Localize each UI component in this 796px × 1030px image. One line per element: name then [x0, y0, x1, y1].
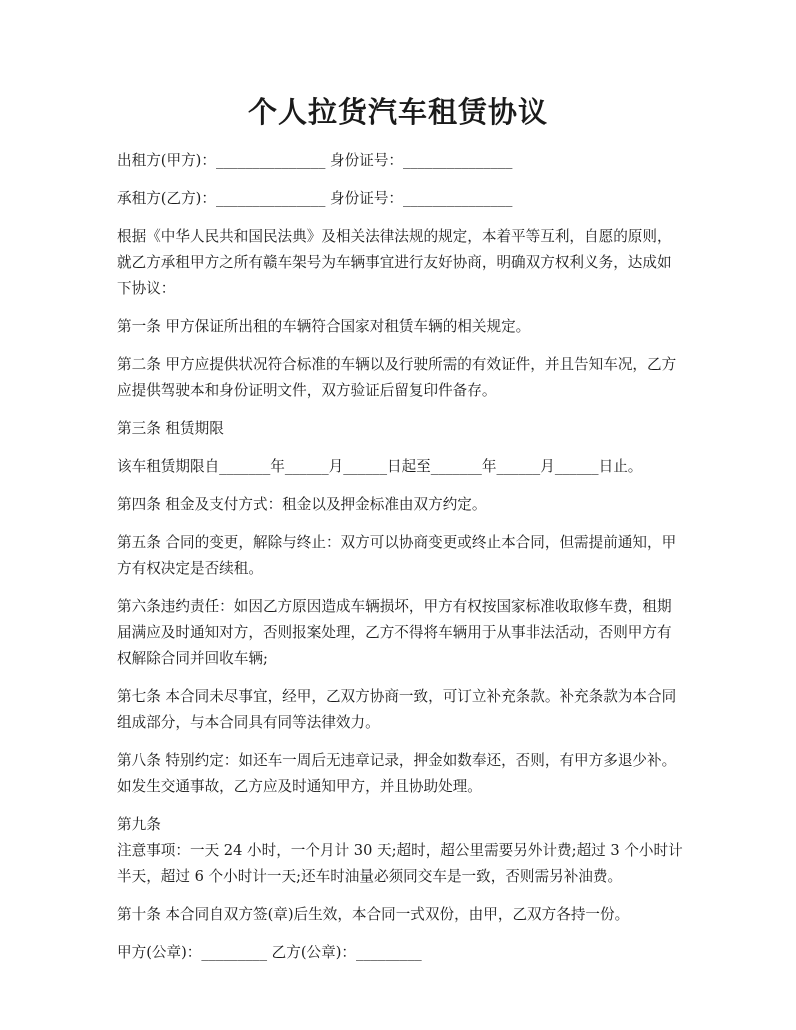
article-3-body: 该车租赁期限自_______年______月______日起至_______年______月______日止。 — [117, 458, 643, 475]
lessee-line: 承租方(乙方)：_______________ 身份证号：_______________ — [117, 190, 513, 207]
article-6: 第六条违约责任：如因乙方原因造成车辆损坏，甲方有权按国家标准收取修车费，租期届满应及时通知对方，否则报案处理，乙方不得将车辆用于从事非法活动，否则甲方有权解除合同并回收车辆; — [117, 598, 672, 667]
signature-line: 甲方(公章)：_________ 乙方(公章)：_________ — [117, 944, 422, 961]
article-5: 第五条 合同的变更，解除与终止：双方可以协商变更或终止本合同，但需提前通知，甲方有权决定是否续租。 — [117, 534, 677, 577]
article-8: 第八条 特别约定：如还车一周后无违章记录，押金如数奉还，否则，有甲方多退少补。如发生交通事故，乙方应及时通知甲方，并且协助处理。 — [117, 752, 677, 795]
article-3-heading: 第三条 租赁期限 — [117, 420, 224, 437]
preamble-paragraph: 根据《中华人民共和国民法典》及相关法律法规的规定，本着平等互利，自愿的原则，就乙方承租甲方之所有赣车架号为车辆事宜进行友好协商，明确双方权利义务，达成如下协议： — [117, 228, 672, 297]
article-2: 第二条 甲方应提供状况符合标准的车辆以及行驶所需的有效证件，并且告知车况，乙方应提供驾驶本和身份证明文件，双方验证后留复印件备存。 — [117, 356, 677, 399]
article-4: 第四条 租金及支付方式：租金以及押金标准由双方约定。 — [117, 496, 487, 513]
article-1: 第一条 甲方保证所出租的车辆符合国家对租赁车辆的相关规定。 — [117, 318, 531, 335]
article-9 — [117, 812, 685, 890]
article-9-body: 注意事项：一天 24 小时，一个月计 30 天;超时，超公里需要另外计费;超过 3 个小时计半天，超过 6 个小时计一天;还车时油量必须同交车是一致，否则需另补油费。 — [117, 842, 683, 885]
article-7: 第七条 本合同未尽事宜，经甲，乙双方协商一致，可订立补充条款。补充条款为本合同组成部分，与本合同具有同等法律效力。 — [117, 688, 677, 731]
article-9-heading: 第九条 — [117, 816, 161, 833]
article-10: 第十条 本合同自双方签(章)后生效，本合同一式双份，由甲，乙双方各持一份。 — [117, 906, 630, 923]
contract-body — [117, 148, 685, 978]
page-title: 个人拉货汽车租赁协议 — [247, 95, 548, 129]
lessor-line: 出租方(甲方)：_______________ 身份证号：_______________ — [117, 152, 513, 169]
